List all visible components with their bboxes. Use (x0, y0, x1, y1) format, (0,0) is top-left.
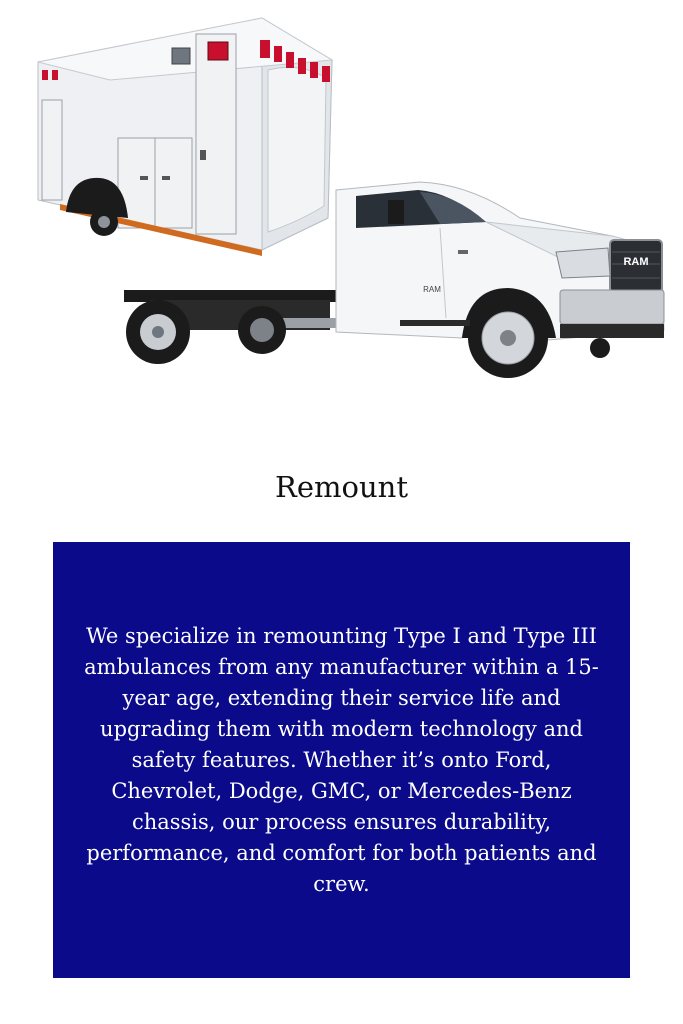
hero-illustration (0, 0, 683, 420)
truck-cab (336, 182, 664, 378)
ambulance-module-box (38, 18, 332, 256)
ambulance-remount-graphic (0, 0, 683, 420)
description-panel (53, 542, 630, 978)
section-title: Remount (275, 470, 408, 504)
door-badge: RAM (423, 285, 441, 294)
chassis-frame (124, 290, 350, 364)
description-text: We specialize in remounting Type I and Type III ambulances from any manufacturer within a 15-year age, extending their service life and upgrading them with modern technology and safety features. Whether it’s onto Ford, Chevrolet, Dodge, GMC, or Mercedes-Benz chassis, our process ensures durability, performance, and comfort for both patients and crew. (84, 623, 599, 896)
grille-badge: RAM (623, 256, 649, 268)
